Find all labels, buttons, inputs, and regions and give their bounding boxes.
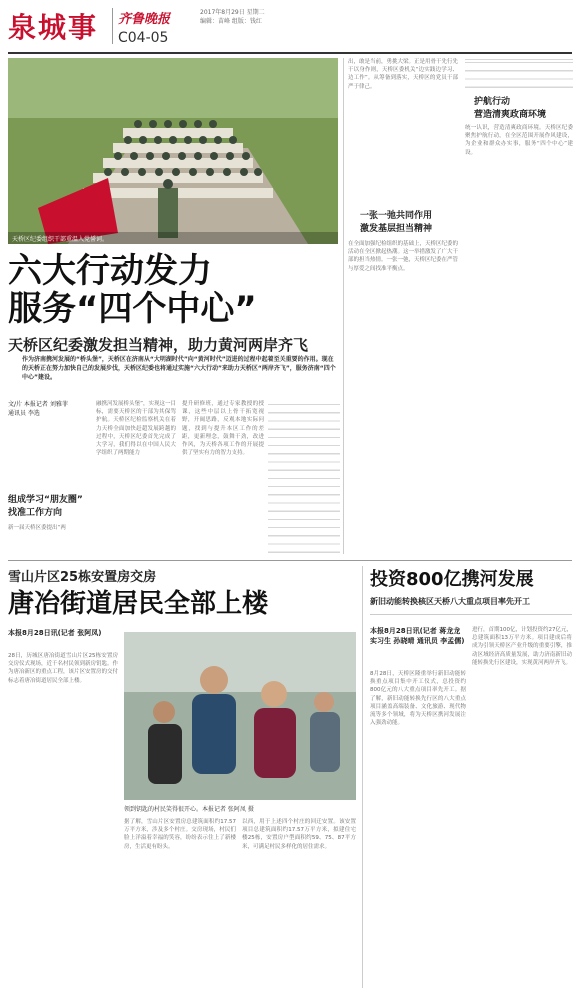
section-divider	[8, 560, 572, 561]
article-column-6-text: 统一认识，营造清爽政商环境。天桥区纪委聚焦护航行动，在全区范围开展作风建设，为企业和群众办实事，服务“四个中心”建设。	[465, 125, 573, 156]
group-photo-illustration	[8, 58, 338, 244]
bottom-right-column-2	[472, 626, 572, 988]
bottom-right-column-1-text: 8月28日，天桥区隆重举行新旧动能转换重点项目集中开工仪式，总投资约800亿元的八大重点项目率先开工。据了解，新旧动能转换先行区的八大重点项目涵盖高端装备、文化旅游、现代物流等多个领域，将为天桥区携河发展注入强劲动能。	[370, 671, 466, 727]
article-column-3b	[268, 400, 340, 554]
article-column-6a	[465, 58, 573, 94]
bottom-left-kicker: 雪山片区25栋安置房交房	[8, 570, 157, 585]
article-column-1-text: 新一届天桥区委提出“两	[8, 525, 66, 531]
masthead-date: 2017年8月29日 星期二	[200, 9, 265, 16]
top-photo	[8, 58, 338, 244]
section-heading-2: 一张一弛共同作用 激发基层担当精神	[360, 211, 433, 234]
top-story-byline: 文/片 本报记者 刘雅菲 通讯员 李选	[8, 401, 68, 417]
section-masthead-title: 泉城事	[8, 11, 99, 44]
lead-paragraph: 作为济南携河发展的“桥头堡”，天桥区在济南从“大明湖时代”向“黄河时代”迈进的过程中起着至关重要的作用。现在的天桥正在努力加快自己的发展步伐，天桥区纪委也将通过实施“六大行动”来助力天桥区“两岸齐飞”，服务济南“四个中心”建设。	[22, 356, 336, 381]
bottom-left-column-2-text: 据了解，雪山片区安置房总建筑面积约17.57万平方米，涉及多个村庄。交房现场，村民们脸上洋溢着幸福的笑容，纷纷表示住上了新楼房，生活更有盼头。	[124, 819, 236, 850]
masthead-divider	[112, 8, 113, 44]
headline-line-1: 六大行动发力	[8, 251, 212, 291]
article-column-2	[96, 400, 176, 554]
column-divider	[343, 58, 344, 554]
newspaper-logo: 齐鲁晚报	[118, 12, 171, 27]
article-column-3b-lines	[268, 400, 340, 554]
top-photo-caption: 天桥区纪委组织干部重温入党誓词。	[12, 236, 109, 243]
bottom-right-byline: 本报8月28日讯(记者 蒋龙龙 实习生 孙晓晴 通讯员 李孟儒)	[370, 627, 465, 645]
masthead-editors: 编辑：苗峰 组版：钱红	[200, 18, 262, 25]
page-number: C04-05	[118, 30, 169, 46]
bottom-right-headline: 投资800亿携河发展	[370, 569, 534, 590]
bottom-right-column-2-text: 进行，首期100亿，计划投资约27亿元，总建筑面积13万平方米。项目建成后将成为引领天桥区产业升级的重要引擎，推动区域经济高质量发展，助力济南新旧动能转换先行区建设，实现黄河两岸齐飞。	[472, 627, 572, 666]
section-heading-3: 护航行动 营造清爽政商环境	[474, 97, 547, 120]
article-column-6a-lines	[465, 58, 573, 94]
bottom-right-column-1	[370, 670, 466, 988]
article-column-5	[348, 240, 458, 554]
bottom-column-divider	[362, 566, 363, 988]
article-column-4	[348, 58, 458, 208]
headline-subhead: 天桥区纪委激发担当精神，助力黄河两岸齐飞	[8, 336, 309, 354]
bottom-left-column-3	[242, 818, 356, 988]
bottom-left-byline: 本报8月28日讯(记者 张阿凤)	[8, 629, 102, 637]
section-heading-1: 组成学习“朋友圈” 找准工作方向	[8, 495, 83, 518]
villagers-photo-illustration	[124, 632, 356, 800]
bottom-left-photo	[124, 632, 356, 800]
bottom-left-photo-caption: 领到钥匙的村民笑得很开心。本报记者 张阿凤 摄	[124, 806, 254, 813]
masthead-rule	[8, 52, 572, 54]
bottom-left-column-1-text: 28日，历城区唐冶街道雪山片区25栋安置房交房仪式现场，近千名村民领到新房钥匙。作为唐冶新区的重点工程，该片区安置房的交付标志着唐冶街道居民全部上楼。	[8, 653, 118, 684]
article-column-2-text: 融携河发展桥头堡”，实现这一目标，需要天桥区的干部为其保驾护航。天桥区纪检监察机关在着力天桥全面加快赶超发展跨越的过程中，天桥区纪委首先完成了大学习，我们得以在中国人民大学组织了两期能力	[96, 401, 176, 457]
article-column-3-text: 提升研修班，通过专家教授的授课，这些中层以上骨干拓宽视野，开阔思路，反观本地实际问题，找到与提升本区工作的差距，更新理念，鼓舞干劲，改进作风，为天桥各项工作的开展提供了坚实有力的智力支持。	[182, 401, 264, 457]
bottom-left-column-3-text: 以西，用于上述四个村庄的回迁安置。该安置项目总建筑面积约17.57万平方米，拟建住宅楼25栋，安置房户型面积约59、75、87平方米，可满足村民多样化的居住需求。	[242, 819, 356, 850]
article-column-1	[8, 524, 90, 554]
bottom-right-subhead: 新旧动能转换核区天桥八大重点项目率先开工	[370, 597, 530, 606]
bottom-left-column-1	[8, 652, 118, 988]
bottom-left-column-2	[124, 818, 236, 988]
bottom-right-rule	[370, 614, 572, 615]
article-column-5-text: 在全面加强纪检组织的基础上，天桥区纪委的活动在全区掀起热潮。这一举措激发了广大干部的担当热情。一张一弛，天桥区纪委在严管与厚爱之间找准平衡点。	[348, 241, 458, 272]
article-column-6	[465, 124, 573, 554]
bottom-left-headline: 唐冶街道居民全部上楼	[8, 589, 269, 619]
article-column-3	[182, 400, 264, 554]
article-column-4-text: 出，敢是当前，勇挑大梁。正是用骨干先行先干以身作则，天桥区委机关“边实践边学习、边工作”。从筹备到落实，天桥区的党员干部严于律己。	[348, 59, 458, 90]
headline-line-2: 服务“四个中心”	[8, 289, 257, 329]
masthead-meta	[200, 8, 265, 26]
